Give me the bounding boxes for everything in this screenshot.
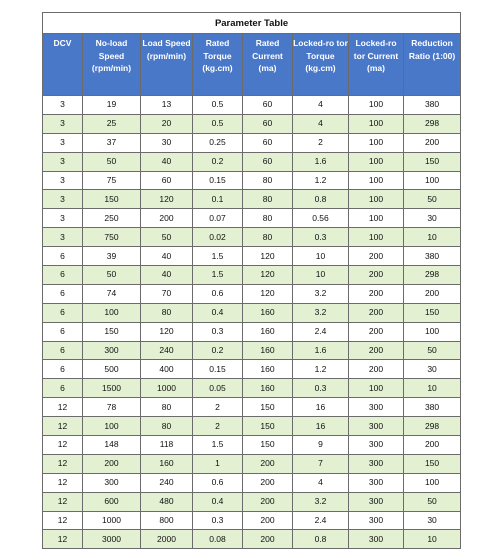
cell-rated-torque: 0.4 [193, 492, 243, 511]
cell-reduction-ratio: 298 [404, 417, 461, 436]
header-locked-rotor-current: Locked-ro tor Current (ma) [349, 34, 404, 96]
cell-reduction-ratio: 298 [404, 266, 461, 285]
table-body [43, 96, 461, 549]
cell-load-speed: 13 [141, 96, 193, 115]
cell-rated-torque: 0.1 [193, 190, 243, 209]
cell-no-load-speed: 50 [83, 266, 141, 285]
cell-no-load-speed: 100 [83, 417, 141, 436]
table-title-row [43, 13, 461, 34]
cell-locked-rotor-torque: 1.6 [293, 152, 349, 171]
cell-rated-torque: 0.08 [193, 530, 243, 549]
cell-load-speed: 800 [141, 511, 193, 530]
table-row [43, 152, 461, 171]
cell-dcv: 3 [43, 114, 83, 133]
cell-locked-rotor-current: 300 [349, 417, 404, 436]
cell-dcv: 12 [43, 454, 83, 473]
table-row [43, 436, 461, 455]
cell-locked-rotor-current: 100 [349, 209, 404, 228]
cell-rated-current: 200 [243, 492, 293, 511]
cell-reduction-ratio: 100 [404, 171, 461, 190]
cell-dcv: 3 [43, 96, 83, 115]
cell-locked-rotor-torque: 0.8 [293, 190, 349, 209]
cell-load-speed: 120 [141, 190, 193, 209]
table-row [43, 379, 461, 398]
header-rated-current: Rated Current (ma) [243, 34, 293, 96]
cell-locked-rotor-torque: 10 [293, 266, 349, 285]
cell-reduction-ratio: 50 [404, 190, 461, 209]
cell-reduction-ratio: 150 [404, 303, 461, 322]
cell-locked-rotor-torque: 2.4 [293, 322, 349, 341]
cell-rated-torque: 1.5 [193, 436, 243, 455]
parameter-table-container [42, 12, 460, 549]
cell-locked-rotor-torque: 7 [293, 454, 349, 473]
cell-rated-current: 60 [243, 133, 293, 152]
cell-no-load-speed: 600 [83, 492, 141, 511]
cell-load-speed: 40 [141, 266, 193, 285]
cell-no-load-speed: 148 [83, 436, 141, 455]
cell-dcv: 6 [43, 303, 83, 322]
cell-no-load-speed: 75 [83, 171, 141, 190]
cell-rated-current: 120 [243, 284, 293, 303]
cell-rated-torque: 1.5 [193, 266, 243, 285]
cell-dcv: 12 [43, 436, 83, 455]
cell-reduction-ratio: 10 [404, 228, 461, 247]
cell-reduction-ratio: 30 [404, 209, 461, 228]
cell-rated-current: 150 [243, 398, 293, 417]
parameter-table [42, 12, 461, 549]
table-row [43, 473, 461, 492]
table-row [43, 171, 461, 190]
cell-rated-torque: 0.3 [193, 322, 243, 341]
cell-dcv: 3 [43, 152, 83, 171]
cell-dcv: 12 [43, 398, 83, 417]
cell-no-load-speed: 250 [83, 209, 141, 228]
cell-load-speed: 240 [141, 473, 193, 492]
cell-dcv: 6 [43, 266, 83, 285]
cell-reduction-ratio: 100 [404, 322, 461, 341]
cell-no-load-speed: 500 [83, 360, 141, 379]
cell-locked-rotor-current: 300 [349, 454, 404, 473]
cell-rated-torque: 0.07 [193, 209, 243, 228]
table-row [43, 417, 461, 436]
cell-rated-current: 80 [243, 190, 293, 209]
cell-reduction-ratio: 100 [404, 473, 461, 492]
cell-no-load-speed: 37 [83, 133, 141, 152]
table-row [43, 247, 461, 266]
cell-dcv: 6 [43, 284, 83, 303]
cell-load-speed: 60 [141, 171, 193, 190]
header-reduction-ratio: Reduction Ratio (1:00) [404, 34, 461, 96]
cell-dcv: 6 [43, 341, 83, 360]
cell-rated-current: 200 [243, 530, 293, 549]
header-rated-torque: Rated Torque (kg.cm) [193, 34, 243, 96]
cell-rated-current: 200 [243, 454, 293, 473]
cell-no-load-speed: 750 [83, 228, 141, 247]
cell-load-speed: 118 [141, 436, 193, 455]
table-row [43, 454, 461, 473]
cell-load-speed: 160 [141, 454, 193, 473]
cell-reduction-ratio: 150 [404, 152, 461, 171]
cell-rated-current: 160 [243, 322, 293, 341]
cell-rated-torque: 0.2 [193, 152, 243, 171]
cell-rated-current: 150 [243, 436, 293, 455]
cell-rated-torque: 0.05 [193, 379, 243, 398]
cell-locked-rotor-current: 300 [349, 398, 404, 417]
cell-dcv: 3 [43, 171, 83, 190]
cell-rated-current: 160 [243, 303, 293, 322]
cell-load-speed: 80 [141, 398, 193, 417]
cell-locked-rotor-current: 100 [349, 228, 404, 247]
table-row [43, 492, 461, 511]
table-row [43, 133, 461, 152]
table-row [43, 303, 461, 322]
table-row [43, 190, 461, 209]
header-no-load-speed: No-load Speed (rpm/min) [83, 34, 141, 96]
cell-dcv: 12 [43, 417, 83, 436]
cell-locked-rotor-torque: 0.56 [293, 209, 349, 228]
cell-locked-rotor-torque: 4 [293, 473, 349, 492]
cell-rated-torque: 0.5 [193, 96, 243, 115]
cell-rated-torque: 0.02 [193, 228, 243, 247]
cell-no-load-speed: 25 [83, 114, 141, 133]
cell-locked-rotor-current: 200 [349, 341, 404, 360]
cell-no-load-speed: 300 [83, 473, 141, 492]
cell-load-speed: 80 [141, 303, 193, 322]
cell-dcv: 6 [43, 247, 83, 266]
cell-reduction-ratio: 298 [404, 114, 461, 133]
cell-load-speed: 480 [141, 492, 193, 511]
cell-locked-rotor-torque: 16 [293, 398, 349, 417]
table-row [43, 341, 461, 360]
cell-no-load-speed: 50 [83, 152, 141, 171]
cell-locked-rotor-torque: 1.6 [293, 341, 349, 360]
cell-load-speed: 240 [141, 341, 193, 360]
table-row [43, 511, 461, 530]
cell-locked-rotor-torque: 9 [293, 436, 349, 455]
cell-locked-rotor-torque: 2 [293, 133, 349, 152]
cell-rated-current: 80 [243, 228, 293, 247]
cell-locked-rotor-torque: 0.3 [293, 379, 349, 398]
cell-load-speed: 40 [141, 247, 193, 266]
cell-rated-current: 150 [243, 417, 293, 436]
cell-rated-torque: 1 [193, 454, 243, 473]
cell-rated-torque: 0.15 [193, 171, 243, 190]
cell-locked-rotor-current: 200 [349, 303, 404, 322]
cell-locked-rotor-torque: 3.2 [293, 284, 349, 303]
cell-locked-rotor-current: 100 [349, 171, 404, 190]
table-row [43, 209, 461, 228]
cell-locked-rotor-torque: 16 [293, 417, 349, 436]
cell-dcv: 6 [43, 322, 83, 341]
cell-rated-torque: 2 [193, 417, 243, 436]
cell-no-load-speed: 200 [83, 454, 141, 473]
cell-rated-torque: 1.5 [193, 247, 243, 266]
cell-locked-rotor-current: 200 [349, 360, 404, 379]
cell-load-speed: 400 [141, 360, 193, 379]
cell-dcv: 6 [43, 379, 83, 398]
cell-load-speed: 30 [141, 133, 193, 152]
cell-rated-current: 160 [243, 379, 293, 398]
cell-reduction-ratio: 10 [404, 379, 461, 398]
cell-locked-rotor-current: 200 [349, 247, 404, 266]
cell-rated-torque: 0.6 [193, 473, 243, 492]
cell-no-load-speed: 74 [83, 284, 141, 303]
cell-no-load-speed: 300 [83, 341, 141, 360]
cell-rated-torque: 0.4 [193, 303, 243, 322]
cell-reduction-ratio: 380 [404, 398, 461, 417]
cell-locked-rotor-torque: 10 [293, 247, 349, 266]
cell-rated-current: 160 [243, 341, 293, 360]
cell-load-speed: 40 [141, 152, 193, 171]
table-row [43, 322, 461, 341]
cell-no-load-speed: 150 [83, 322, 141, 341]
header-locked-rotor-torque: Locked-ro tor Torque (kg.cm) [293, 34, 349, 96]
cell-reduction-ratio: 150 [404, 454, 461, 473]
cell-dcv: 3 [43, 133, 83, 152]
cell-locked-rotor-torque: 0.3 [293, 228, 349, 247]
cell-locked-rotor-torque: 1.2 [293, 360, 349, 379]
cell-locked-rotor-current: 300 [349, 530, 404, 549]
cell-reduction-ratio: 200 [404, 284, 461, 303]
cell-rated-torque: 0.15 [193, 360, 243, 379]
cell-rated-torque: 0.3 [193, 511, 243, 530]
table-row [43, 284, 461, 303]
cell-no-load-speed: 78 [83, 398, 141, 417]
cell-reduction-ratio: 10 [404, 530, 461, 549]
cell-dcv: 3 [43, 190, 83, 209]
cell-locked-rotor-current: 100 [349, 152, 404, 171]
cell-rated-current: 80 [243, 209, 293, 228]
cell-locked-rotor-current: 100 [349, 379, 404, 398]
cell-reduction-ratio: 30 [404, 360, 461, 379]
cell-locked-rotor-current: 100 [349, 96, 404, 115]
cell-rated-torque: 2 [193, 398, 243, 417]
cell-load-speed: 80 [141, 417, 193, 436]
cell-no-load-speed: 150 [83, 190, 141, 209]
cell-load-speed: 120 [141, 322, 193, 341]
cell-rated-current: 60 [243, 96, 293, 115]
table-row [43, 398, 461, 417]
cell-locked-rotor-current: 200 [349, 266, 404, 285]
cell-locked-rotor-current: 300 [349, 492, 404, 511]
cell-reduction-ratio: 50 [404, 492, 461, 511]
cell-dcv: 12 [43, 473, 83, 492]
cell-locked-rotor-torque: 0.8 [293, 530, 349, 549]
cell-locked-rotor-current: 200 [349, 322, 404, 341]
cell-dcv: 3 [43, 209, 83, 228]
cell-rated-current: 120 [243, 266, 293, 285]
table-title: Parameter Table [43, 13, 461, 34]
table-row [43, 360, 461, 379]
cell-no-load-speed: 100 [83, 303, 141, 322]
table-row [43, 114, 461, 133]
table-row [43, 96, 461, 115]
cell-no-load-speed: 39 [83, 247, 141, 266]
cell-locked-rotor-current: 100 [349, 133, 404, 152]
cell-no-load-speed: 1500 [83, 379, 141, 398]
cell-rated-current: 80 [243, 171, 293, 190]
cell-load-speed: 2000 [141, 530, 193, 549]
cell-locked-rotor-current: 100 [349, 190, 404, 209]
cell-load-speed: 200 [141, 209, 193, 228]
cell-locked-rotor-torque: 4 [293, 114, 349, 133]
cell-rated-current: 60 [243, 114, 293, 133]
cell-dcv: 12 [43, 511, 83, 530]
cell-locked-rotor-torque: 3.2 [293, 303, 349, 322]
cell-locked-rotor-torque: 4 [293, 96, 349, 115]
cell-rated-current: 160 [243, 360, 293, 379]
cell-rated-current: 200 [243, 473, 293, 492]
cell-rated-torque: 0.6 [193, 284, 243, 303]
cell-rated-current: 120 [243, 247, 293, 266]
cell-locked-rotor-current: 300 [349, 511, 404, 530]
cell-load-speed: 50 [141, 228, 193, 247]
cell-rated-torque: 0.5 [193, 114, 243, 133]
table-row [43, 228, 461, 247]
cell-locked-rotor-torque: 3.2 [293, 492, 349, 511]
cell-dcv: 6 [43, 360, 83, 379]
cell-rated-current: 60 [243, 152, 293, 171]
header-load-speed: Load Speed (rpm/min) [141, 34, 193, 96]
cell-load-speed: 70 [141, 284, 193, 303]
cell-locked-rotor-torque: 2.4 [293, 511, 349, 530]
table-header-row [43, 34, 461, 96]
cell-dcv: 3 [43, 228, 83, 247]
cell-reduction-ratio: 380 [404, 96, 461, 115]
cell-dcv: 12 [43, 530, 83, 549]
cell-rated-torque: 0.25 [193, 133, 243, 152]
cell-reduction-ratio: 380 [404, 247, 461, 266]
cell-locked-rotor-torque: 1.2 [293, 171, 349, 190]
cell-dcv: 12 [43, 492, 83, 511]
cell-locked-rotor-current: 300 [349, 473, 404, 492]
cell-no-load-speed: 3000 [83, 530, 141, 549]
cell-no-load-speed: 19 [83, 96, 141, 115]
cell-locked-rotor-current: 200 [349, 284, 404, 303]
cell-locked-rotor-current: 300 [349, 436, 404, 455]
table-row [43, 266, 461, 285]
cell-rated-torque: 0.2 [193, 341, 243, 360]
cell-reduction-ratio: 50 [404, 341, 461, 360]
cell-no-load-speed: 1000 [83, 511, 141, 530]
cell-reduction-ratio: 200 [404, 133, 461, 152]
cell-load-speed: 1000 [141, 379, 193, 398]
header-dcv: DCV [43, 34, 83, 96]
table-row [43, 530, 461, 549]
cell-reduction-ratio: 200 [404, 436, 461, 455]
cell-load-speed: 20 [141, 114, 193, 133]
cell-locked-rotor-current: 100 [349, 114, 404, 133]
cell-rated-current: 200 [243, 511, 293, 530]
cell-reduction-ratio: 30 [404, 511, 461, 530]
